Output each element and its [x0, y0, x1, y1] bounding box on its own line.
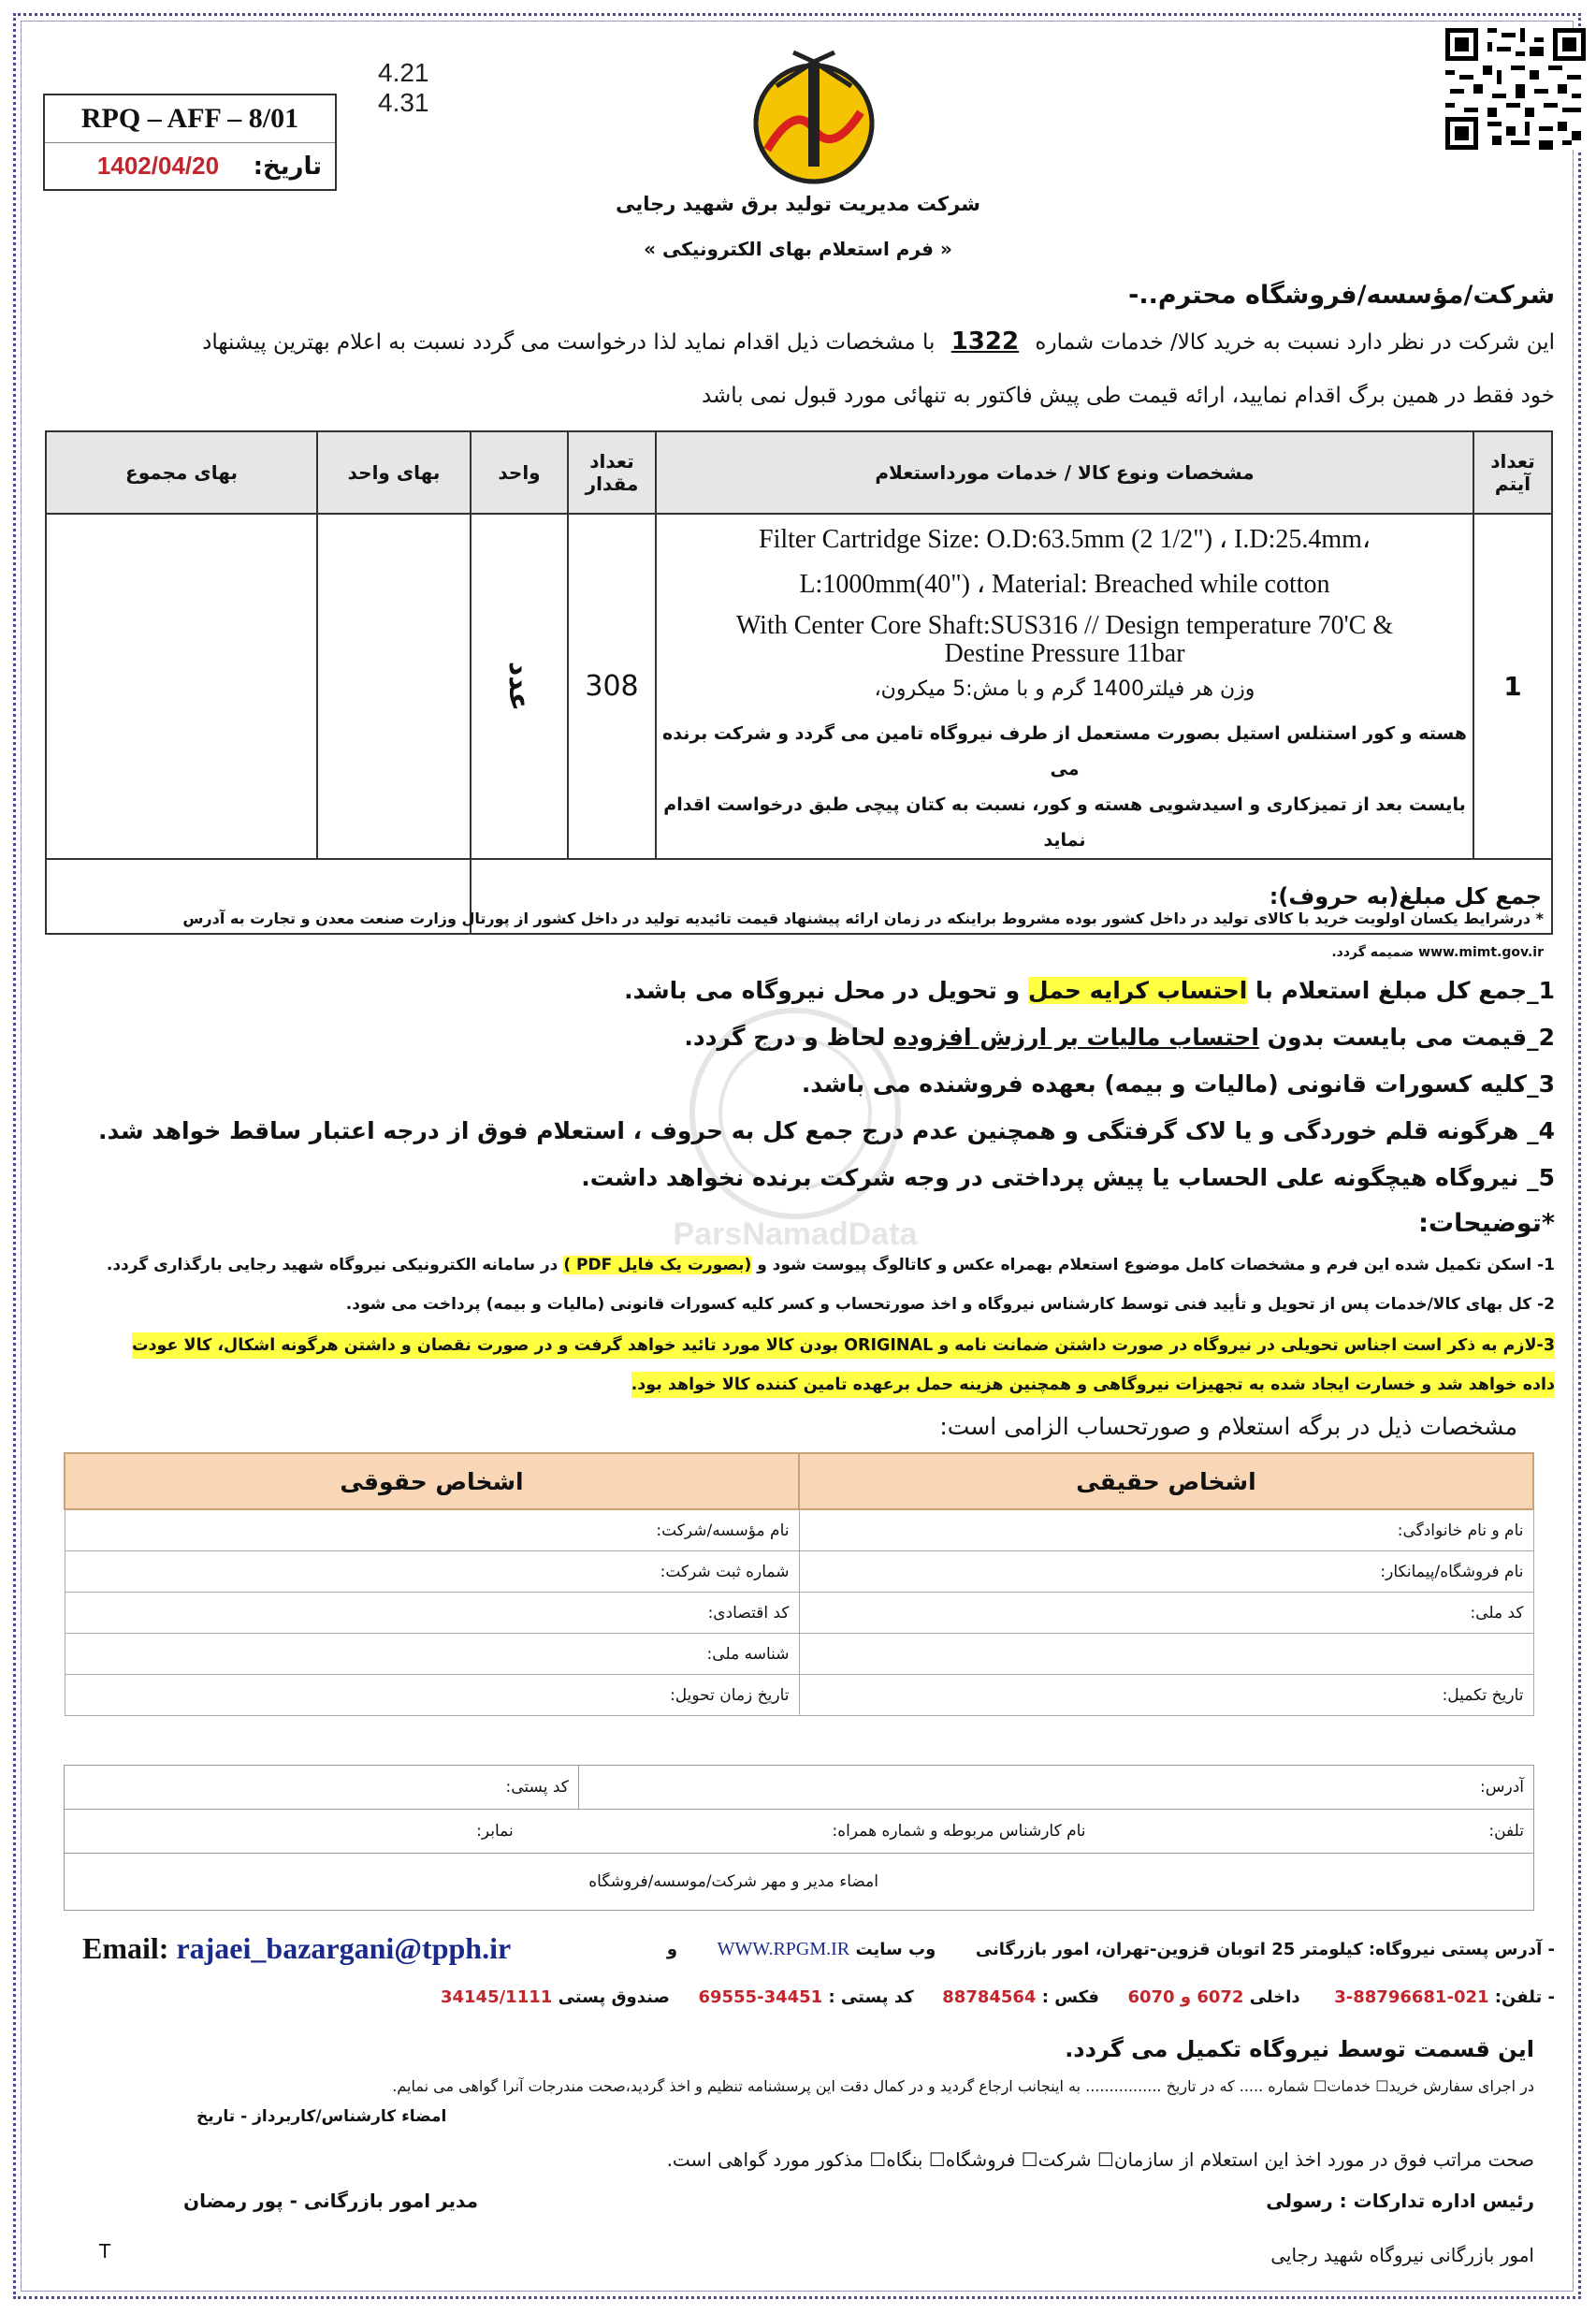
company-name: شرکت مدیریت تولید برق شهید رجایی	[616, 193, 980, 215]
persons-table	[64, 1452, 1534, 1716]
pobox-label: صندوق پستی	[558, 1987, 670, 2007]
phone-line-label: - تلفن:	[1494, 1987, 1555, 2007]
persons-heading: مشخصات ذیل در برگه استعلام و صورتحساب الزامی است:	[939, 1413, 1517, 1440]
explanation-1-c: در سامانه الکترونیکی نیروگاه شهید رجایی بارگذاری گردد.	[106, 1256, 559, 1274]
date-label: تاریخ:	[253, 153, 322, 181]
email-line	[82, 1931, 511, 1966]
phone-field[interactable]	[65, 1810, 1534, 1854]
explanation-2: 2- کل بهای کالا/خدمات پس از تحویل و تأیید فنی توسط کارشناس نیروگاه و اخذ صورتحساب و کسر کلیه کسورات قانونی (مالیات و بیمه) پرداخت می شود.	[345, 1295, 1555, 1314]
item-number: 1	[1473, 514, 1552, 859]
form-title: « فرم استعلام بهای الکترونیکی »	[644, 238, 952, 260]
pobox-number: 34145/1111	[440, 1987, 553, 2007]
website-link[interactable]: WWW.RPGM.IR	[717, 1939, 850, 1959]
explanation-3b: داده خواهد شد و خسارت ایجاد شده به تجهیزات نیروگاهی و همچنین هزینه حمل برعهده تامین کننده کالا خواهد بود.	[631, 1372, 1555, 1398]
spec-english	[657, 515, 1473, 676]
spec-line-1: Filter Cartridge Size: O.D:63.5mm (2 1/2") ، I.D:25.4mm،	[759, 525, 1371, 554]
legal-persons-title: اشخاص حقوقی	[65, 1453, 799, 1509]
national-code-field[interactable]: کد ملی:	[799, 1593, 1533, 1634]
postal-address: - آدرس پستی نیروگاه: کیلومتر 25 اتوبان قزوین-تهران، امور بازرگانی	[975, 1940, 1555, 1959]
phone-line	[441, 1987, 1555, 2007]
version-numbers	[378, 58, 429, 118]
condition-4: 4_ هرگونه قلم خوردگی و یا لاک گرفتگی و همچنین عدم درج جمع کل به حروف ، استعلام فوق از درجه اعتبار ساقط خواهد شد.	[98, 1117, 1555, 1144]
persons-row	[65, 1593, 1533, 1634]
and-text: و	[666, 1940, 678, 1959]
delivery-date-field[interactable]: تاریخ زمان تحویل:	[65, 1675, 799, 1716]
col-qty: تعداد مقدار	[568, 431, 656, 514]
real-persons-title: اشخاص حقیقی	[799, 1453, 1533, 1509]
shop-name-field[interactable]: نام فروشگاه/پیمانکار:	[799, 1551, 1533, 1593]
col-total: بهای مجموع	[46, 431, 317, 514]
spec-line-3: With Center Core Shaft:SUS316 // Design temperature 70'C &	[735, 611, 1394, 640]
fax-number: 88784564	[942, 1987, 1037, 2007]
explanation-1-a: 1- اسکن تکمیل شده این فرم و مشخصات کامل موضوع استعلام بهمراه عکس و کاتالوگ پیوست شود و	[757, 1256, 1555, 1274]
spec-note	[657, 716, 1473, 858]
persons-row	[65, 1509, 1533, 1551]
persons-row	[65, 1634, 1533, 1675]
expert-label: نام کارشناس مربوطه و شماره همراه:	[832, 1822, 1086, 1841]
fax-label: نمابر:	[476, 1822, 514, 1841]
version-1: 4.21	[378, 58, 429, 87]
explanations-title: *توضیحات:	[1418, 1209, 1555, 1238]
postal-code-field[interactable]: کد پستی:	[65, 1766, 579, 1810]
condition-5: 5_ نیروگاه هیچگونه علی الحساب یا پیش پرداختی در وجه شرکت برنده نخواهد داشت.	[581, 1164, 1555, 1191]
total-label-text: جمع کل مبلغ(به حروف):	[1269, 883, 1542, 910]
total-price-input[interactable]	[46, 514, 317, 859]
version-2: 4.31	[378, 88, 429, 117]
internal-label: داخلی	[1249, 1987, 1300, 2007]
spec-line-4: Destine Pressure 11bar	[944, 639, 1185, 668]
star-note-2: www.mimt.gov.ir ضمیمه گردد.	[1331, 945, 1544, 960]
email-label: Email:	[82, 1931, 169, 1965]
address-row	[65, 1766, 1534, 1810]
spec-weight: وزن هر فیلتر1400 گرم و با مش:5 میکرون،	[874, 677, 1255, 701]
spec-cell	[656, 514, 1473, 859]
intro-line-1	[202, 327, 1555, 356]
signature-row	[65, 1854, 1534, 1911]
spec-line-2: L:1000mm(40") ، Material: Breached while cotton	[799, 570, 1330, 599]
greeting: شرکت/مؤسسه/فروشگاه محترم..-	[1128, 281, 1555, 310]
persons-row	[65, 1551, 1533, 1593]
bottom-department: امور بازرگانی نیروگاه شهید رجایی	[1270, 2244, 1534, 2266]
spec-note-1: هسته و کور استنلس استیل بصورت مستعمل از طرف نیروگاه تامین می گردد و شرکت برنده می	[662, 723, 1467, 779]
date-value: 1402/04/20	[96, 152, 220, 180]
certify-line: صحت مراتب فوق در مورد اخذ این استعلام از سازمان☐ شرکت☐ فروشگاه☐ بنگاه☐ مذکور مورد گواهی است.	[666, 2148, 1534, 2171]
condition-1-highlight: احتساب کرایه حمل	[1027, 977, 1248, 1004]
table-row	[46, 514, 1552, 859]
bottom-mark: T	[99, 2240, 111, 2263]
internal-number: 6072 و 6070	[1127, 1987, 1244, 2007]
real-name-field[interactable]: نام و نام خانوادگی:	[799, 1509, 1533, 1551]
procurement-head: رئیس اداره تدارکات : رسولی	[1266, 2190, 1534, 2212]
economic-code-field[interactable]: کد اقتصادی:	[65, 1593, 799, 1634]
website-label: وب سایت	[855, 1940, 936, 1959]
spec-note-2: بایست بعد از تمیزکاری و اسیدشویی هسته و کور، نسبت به کتان پیچی طبق درخواست اقدام نماید	[663, 794, 1466, 851]
address-line	[667, 1939, 1555, 1960]
fax-line-label: فکس :	[1041, 1987, 1099, 2007]
address-table	[64, 1765, 1534, 1911]
explanation-1-highlight: (بصورت یک فایل PDF )	[563, 1256, 752, 1274]
col-unit: واحد	[471, 431, 568, 514]
svg-text:ParsNamadData: ParsNamadData	[673, 1216, 918, 1252]
col-spec: مشخصات ونوع کالا / خدمات مورداستعلام	[656, 431, 1473, 514]
signature-field[interactable]: امضاء مدیر و مهر شرکت/موسسه/فروشگاه	[65, 1854, 1534, 1911]
form-code-box	[43, 94, 337, 191]
intro-text-b: با مشخصات ذیل اقدام نماید لذا درخواست می گردد نسبت به اعلام بهترین پیشنهاد	[202, 330, 936, 355]
explanation-1	[107, 1256, 1555, 1274]
date-row	[45, 143, 335, 188]
condition-2-a: 2_قیمت می بایست بدون	[1267, 1024, 1555, 1051]
plant-section-title: این قسمت توسط نیروگاه تکمیل می گردد.	[1065, 2036, 1534, 2062]
condition-1	[624, 977, 1555, 1004]
persons-row	[65, 1675, 1533, 1716]
phone-number: 021-88796681-3	[1334, 1987, 1489, 2007]
condition-2	[684, 1024, 1555, 1051]
items-table	[45, 430, 1553, 935]
unit-price-input[interactable]	[317, 514, 471, 859]
real-empty-field[interactable]	[799, 1634, 1533, 1675]
star-note-1: * درشرایط یکسان اولویت خرید با کالای تولید در داخل کشور بوده مشروط براینکه در زمان ارائه پیشنهاد قیمت تائیدیه تولید در داخل کشور از پورتال وزارت صنعت معدن و تجارت به آدرس	[182, 910, 1544, 927]
completion-date-field[interactable]: تاریخ تکمیل:	[799, 1675, 1533, 1716]
persons-header-row	[65, 1453, 1533, 1509]
condition-1-a: 1_جمع کل مبلغ استعلام با	[1255, 977, 1555, 1004]
phone-label: تلفن:	[1488, 1822, 1524, 1841]
intro-text-a: این شرکت در نظر دارد نسبت به خرید کالا/ خدمات شماره	[1035, 330, 1555, 355]
expert-signature: امضاء کارشناس/کاربرداز - تاریخ	[196, 2107, 447, 2126]
email-link[interactable]: rajaei_bazargani@tpph.ir	[176, 1931, 512, 1965]
company-logo-icon	[739, 47, 889, 187]
condition-3: 3_کلیه کسورات قانونی (مالیات و بیمه) بعهده فروشنده می باشد.	[801, 1070, 1555, 1098]
condition-2-underlined: احتساب مالیات بر ارزش افزوده	[892, 1024, 1259, 1051]
col-item: تعداد آیتم	[1473, 431, 1552, 514]
registration-number-field[interactable]: شماره ثبت شرکت:	[65, 1551, 799, 1593]
address-field[interactable]: آدرس:	[578, 1766, 1533, 1810]
request-number: 1322	[950, 327, 1020, 356]
table-header-row	[46, 431, 1552, 514]
explanation-3a: 3-لازم به ذکر است اجناس تحویلی در نیروگاه در صورت داشتن ضمانت نامه و ORIGINAL بودن کالا مورد تائید خواهد گرفت و در صورت نقصان و داشتن هرگونه اشکال، کالا عودت	[132, 1332, 1555, 1359]
quantity: 308	[568, 514, 656, 859]
order-line: در اجرای سفارش خرید☐ خدمات☐ شماره ..... که در تاریخ ................ به اینجانب ارجاع گردید و در کمال دقت این پرسشنامه تنظیم و اخذ گردید،صحت مندرجات آنرا گواهی می نمایم.	[392, 2077, 1534, 2095]
unit: عدد	[502, 661, 536, 712]
unit-cell	[471, 514, 568, 859]
form-code: RPQ – AFF – 8/01	[45, 95, 335, 143]
postal-number: 34451-69555	[698, 1987, 823, 2007]
col-unit-price: بهای واحد	[317, 431, 471, 514]
postal-line-label: کد پستی :	[828, 1987, 914, 2007]
condition-1-c: و تحویل در محل نیروگاه می باشد.	[624, 977, 1021, 1004]
condition-2-c: لحاظ و درج گردد.	[684, 1024, 886, 1051]
phone-row	[65, 1810, 1534, 1854]
qr-code-icon	[1445, 28, 1586, 150]
intro-line-2: خود فقط در همین برگ اقدام نمایید، ارائه قیمت طی پیش فاکتور به تنهائی مورد قبول نمی باشد	[701, 384, 1555, 408]
commerce-manager: مدیر امور بازرگانی - پور رمضان	[183, 2190, 478, 2212]
company-name-field[interactable]: نام مؤسسه/شرکت:	[65, 1509, 799, 1551]
national-id-field[interactable]: شناسه ملی:	[65, 1634, 799, 1675]
